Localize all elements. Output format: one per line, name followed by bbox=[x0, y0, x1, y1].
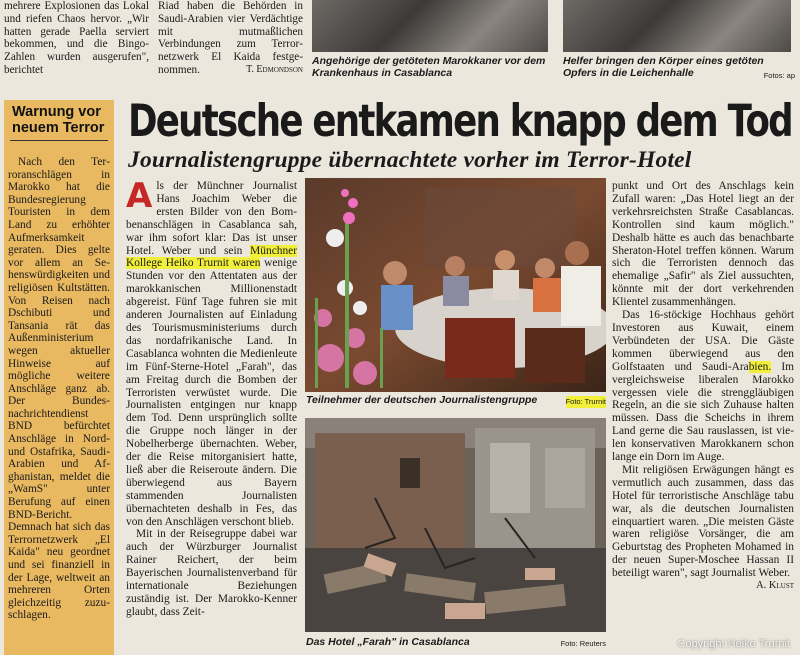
photo-hotel-farah bbox=[305, 418, 606, 632]
article-author: A. Klust bbox=[756, 580, 794, 592]
article-paragraph-2: Mit in der Reisegruppe dabei war auch der Würzburger Journalist Rainer Reichert, der beim Bayerischen Journalistenverband für internationale Beziehungen zuständig ist. Der Marokko-Kenner glaubt, dass Zeit- bbox=[126, 528, 297, 618]
caption-helpers-credit: Fotos: ap bbox=[763, 71, 795, 80]
caption-hotel-farah-text: Das Hotel „Farah" in Casablanca bbox=[306, 636, 470, 648]
photo-journalist-group bbox=[305, 178, 606, 392]
sidebar-body bbox=[8, 156, 110, 622]
highlighted-word: bien. bbox=[748, 360, 772, 373]
dropcap: A bbox=[126, 176, 153, 216]
article-paragraph-4-b: Im vergleichsweise liberalen Marokko vergessen viele die strenggläubigen Regeln, an die sie sich Zuhause halten müssen. Dass die Scheichs in ihrem Land gerne die Sau rauslassen, ist vielen konservativen Marokkanern schon lange ein Dorn im Auge. bbox=[612, 360, 794, 464]
sidebar-heading: Warnung vor neuem Terror bbox=[12, 104, 105, 136]
caption-helpers bbox=[563, 55, 795, 82]
article-column-1 bbox=[126, 176, 297, 655]
sidebar-text: Nach den Terroranschlägen in Marokko hat die Bundesregierung Touristen in dem Land zu erhöhter Aufmerksamkeit geraten. Dies gelte vor allem an Sehenswürdigkeiten und religiösen Kultstätten. Von Reisen nach Dschibuti und Tansania rät das Außenministerium wegen aktueller Hinweise auf mögliche weitere Anschläge ganz ab. Der Bundesnachrichtendienst BND befürchtet Anschläge in Nord- und Ostafrika, Saudi-Arabien und Afghanistan, meldet die „WamS" unter Berufung auf einen BND-Bericht. Demnach hat sich das Terrornetzwerk „El Kaida" neu geordnet und sei finanziell in der Lage, weltweit an mehreren Orten gleichzeitig zuzuschlagen. bbox=[8, 156, 110, 622]
sidebar-divider bbox=[10, 140, 108, 141]
photo-relatives-hospital bbox=[312, 0, 548, 52]
article-text-start: ls der Münchner Journalist Hans Joachim Weber die ersten Bilder von den Bombenanschlägen in Casablanca sah, war ihm sofort klar: Das ist unser Hotel. Weber und sein bbox=[126, 180, 297, 257]
highlighted-name: Münchner Kollege Heiko Trurnit waren bbox=[126, 244, 297, 270]
caption-hotel-farah-credit: Foto: Reuters bbox=[560, 639, 606, 648]
top-col-2-text: Riad haben die Behörden in Saudi-Arabien vier Verdächtige mit mutmaßlichen Verbindungen zum Terrornetzwerk El Kaida festgenommen. bbox=[158, 0, 303, 76]
caption-helpers-text: Helfer bringen den Körper eines getöten Opfers in die Leichenhalle bbox=[563, 55, 764, 79]
article-paragraph-4 bbox=[612, 309, 794, 464]
photo-hotel-farah-image bbox=[305, 418, 606, 632]
article-paragraph-4-a: Das 16-stöckige Hochhaus gehört Investoren aus Kuwait, einem Verbündeten der USA. Die Gäste kommen überwiegend aus den Golfstaaten und Saudi-Ara bbox=[612, 309, 794, 373]
headline: Deutsche entkamen knapp dem Tod bbox=[128, 96, 792, 147]
top-col-2-author: T. Edmondson bbox=[246, 63, 303, 75]
article-paragraph-5: Mit religiösen Erwägungen hängt es vermutlich auch zusammen, dass das Hotel für terroristische Anschläge tabu war, als die deutschen Journalisten einquartiert waren. „Die meisten Gäste waren religiöse Vorsänger, die am Geburtstag des Propheten Mohamed in der neuen Super-Moschee Hassan II beteiligt waren", sagt Journalist Weber. bbox=[612, 463, 794, 580]
top-col-1: mehrere Explosionen das Lokal und riefen Chaos hervor. „Wir hatten gerade Paella serviert bekommen, und die Bingo-Zahlen wurden ausgerufen", berichtet bbox=[4, 0, 149, 76]
photo-journalist-group-image bbox=[305, 178, 606, 392]
article-paragraph-1 bbox=[126, 176, 297, 528]
article-column-3 bbox=[612, 180, 794, 650]
copyright-watermark: Copyright Heiko Trurnit bbox=[677, 638, 790, 650]
caption-journalist-group-text: Teilnehmer der deutschen Journalistengruppe bbox=[306, 394, 538, 406]
top-article-fragment bbox=[4, 0, 304, 76]
top-col-2 bbox=[158, 0, 303, 77]
article-text-rest: wenige Stunden vor den Attentaten aus der marokkanischen Millionenstadt abgereist. Fünf Tage fuhren sie mit anderen Journalisten auf Einladung des Tourismusministeriums durch das nordafrikanische Land. In Casablanca wohnten die Medienleute im Fünf-Sterne-Hotel „Farah", das am Freitag durch die Bomben der Terroristen verwüstet wurde. Die Journalisten entgingen nur knapp dem Tod. Denn ursprünglich sollte die Gruppe noch länger in der Nobelherberge übernachten. Weber, der die Reise mitorganisiert hatte, ließ aber die Reiseroute ändern. Die überwiegend aus Bayern stammenden Journalisten übernachteten deshalb in Fes, das von den Anschlägen verschont blieb. bbox=[126, 257, 297, 528]
sidebar-box bbox=[4, 100, 114, 655]
photo-helpers-body bbox=[563, 0, 791, 52]
subheadline: Journalistengruppe übernachtete vorher im Terror-Hotel bbox=[128, 147, 692, 173]
caption-journalist-group bbox=[306, 394, 606, 406]
article-paragraph-3: punkt und Ort des Anschlags kein Zufall waren: „Das Hotel liegt an der verkehrsreichsten Straße Casablancas. Kontrollen sind kaum möglich." Deshalb hätte es auch das benachbarte Sheraton-Hotel treffen können. Warum sich die Terroristen dennoch das ehemalige „Safir" als Ziel aussuchten, könnte mit der dort verkehrenden Klientel zusammenhängen. bbox=[612, 180, 794, 309]
caption-relatives: Angehörige der getöteten Marokkaner vor dem Krankenhaus in Casablanca bbox=[312, 55, 546, 79]
caption-hotel-farah bbox=[306, 636, 606, 648]
caption-journalist-group-credit: Foto: Trurnit bbox=[565, 397, 606, 406]
